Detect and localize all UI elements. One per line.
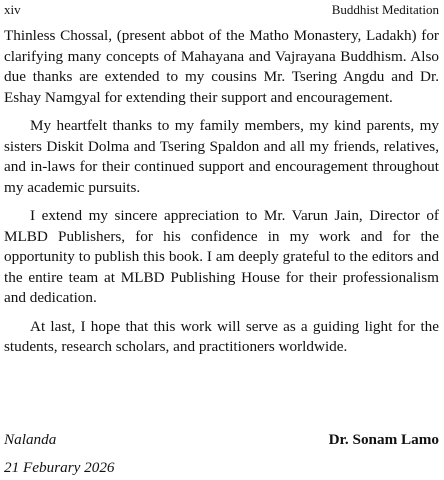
paragraph-1: Thinless Chossal, (present abbot of the Matho Monastery, Ladakh) for clarifying many concepts of Mahayana and Vajrayana Buddhism. Also due thanks are extended to my cousins Mr. Tsering Angdu and Dr. Eshay Namgyal for extending their support and encouragement. (4, 27, 439, 106)
paragraph-4: At last, I hope that this work will serve as a guiding light for the students, research scholars, and practitioners worldwide. (4, 317, 439, 355)
paragraph-3: I extend my sincere appreciation to Mr. Varun Jain, Director of MLBD Publishers, for his confidence in my work and for the opportunity to publish this book. I am deeply grateful to the editors and the entire team at MLBD Publishing House for their professionalism and dedication. (4, 207, 439, 306)
running-head (4, 1, 439, 19)
acknowledgements-text (4, 26, 439, 366)
signature-date: 21 Feburary 2026 (4, 459, 115, 476)
paragraph-2: My heartfelt thanks to my family members, my kind parents, my sisters Diskit Dolma and Tsering Spaldon and all my friends, relatives, and in-laws for their continued support and encouragement throughout my academic pursuits. (4, 117, 439, 196)
running-title: Buddhist Meditation (331, 2, 439, 17)
signature-author: Dr. Sonam Lamo (328, 431, 439, 448)
signature-place: Nalanda (4, 431, 57, 448)
page-number: xiv (4, 2, 21, 17)
